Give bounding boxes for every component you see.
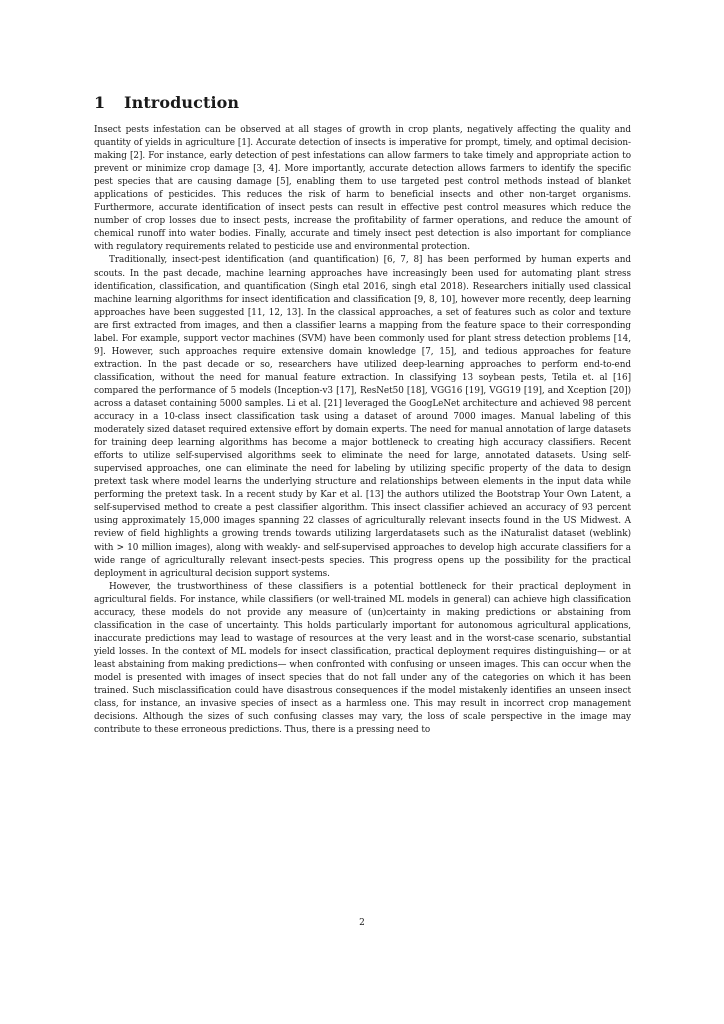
paragraph-1: Insect pests infestation can be observed at all stages of growth in crop plants, negatively affecting the quality and quantity of yields in agriculture [1]. Accurate detection of insects is imperative for prompt, timely, and optimal decision-making [2]. For instance, early detection of pest infestations can allow farmers to take timely and appropriate action to prevent or minimize crop damage [3, 4]. More importantly, accurate detection allows farmers to identify the specific pest species that are causing damage [5], enabling them to use targeted pest control methods instead of blanket applications of pesticides. This reduces the risk of harm to beneficial insects and other non-target organisms. Furthermore, accurate identification of insect pests can result in effective pest control measures which reduce the number of crop losses due to insect pests, increase the profitability of farmer operations, and reduce the amount of chemical runoff into water bodies. Finally, accurate and timely insect pest detection is also important for compliance with regulatory requirements related to pesticide use and environmental protection.	[94, 125, 631, 253]
page-number: 2	[359, 918, 365, 928]
paragraph-3: However, the trustworthiness of these classifiers is a potential bottleneck for their practical deployment in agricultural fields. For instance, while classifiers (or well-trained ML models in general) can achieve high classification accuracy, these models do not provide any measure of (un)certainty in making predictions or abstaining from classification in the case of uncertainty. This holds particularly important for autonomous agricultural applications, inaccurate predictions may lead to wastage of resources at the very least and in the worst-case scenario, substantial yield losses. In the context of ML models for insect classification, practical deployment requires distinguishing— or at least abstaining from making predictions— when confronted with confusing or unseen images. This can occur when the model is presented with images of insect species that do not fall under any of the categories on which it has been trained. Such misclassification could have disastrous consequences if the model mistakenly identifies an unseen insect class, for instance, an invasive species of insect as a harmless one. This may result in incorrect crop management decisions. Although the sizes of such confusing classes may vary, the loss of scale perspective in the image may contribute to these erroneous predictions. Thus, there is a pressing need to	[94, 581, 631, 736]
section-number: 1	[94, 93, 106, 112]
section-heading	[94, 93, 239, 112]
section-body	[94, 124, 631, 737]
section-title: Introduction	[124, 93, 240, 112]
paragraph-2: Traditionally, insect-pest identification (and quantification) [6, 7, 8] has been performed by human experts and scouts. In the past decade, machine learning approaches have increasingly been used for automating plant stress identification, classification, and quantification (Singh etal 2016, singh etal 2018). Researchers initially used classical machine learning algorithms for insect identification and classification [9, 8, 10], however more recently, deep learning approaches have been suggested [11, 12, 13]. In the classical approaches, a set of features such as color and texture are first extracted from images, and then a classifier learns a mapping from the feature space to their corresponding label. For example, support vector machines (SVM) have been commonly used for plant stress detection problems [14, 9]. However, such approaches require extensive domain knowledge [7, 15], and tedious approaches for feature extraction. In the past decade or so, researchers have utilized deep-learning approaches to perform end-to-end classification, without the need for manual feature extraction. In classifying 13 soybean pests, Tetila et. al [16] compared the performance of 5 models (Inception-v3 [17], ResNet50 [18], VGG16 [19], VGG19 [19], and Xception [20]) across a dataset containing 5000 samples. Li et al. [21] leveraged the GoogLeNet architecture and achieved 98 percent accuracy in a 10-class insect classification task using a dataset of around 7000 images. Manual labeling of this moderately sized dataset required extensive effort by domain experts. The need for manual annotation of large datasets for training deep learning algorithms has become a major bottleneck to creating high accuracy classifiers. Recent efforts to utilize self-supervised algorithms seek to eliminate the need for large, annotated datasets. Using self-supervised approaches, one can eliminate the need for labeling by utilizing specific property of the data to design pretext task where model learns the underlying structure and relationships between elements in the input data while performing the pretext task. In a recent study by Kar et al. [13] the authors utilized the Bootstrap Your Own Latent, a self-supervised method to create a pest classifier algorithm. This insect classifier achieved an accuracy of 93 percent using approximately 15,000 images spanning 22 classes of agriculturally relevant insects found in the US Midwest. A review of field highlights a growing trends towards utilizing largerdatasets such as the iNaturalist dataset (weblink) with > 10 million images), along with weakly- and self-supervised approaches to develop high accurate classifiers for a wide range of agriculturally relevant insect-pests species. This progress opens up the possibility for the practical deployment in agricultural decision support systems.	[94, 255, 631, 579]
